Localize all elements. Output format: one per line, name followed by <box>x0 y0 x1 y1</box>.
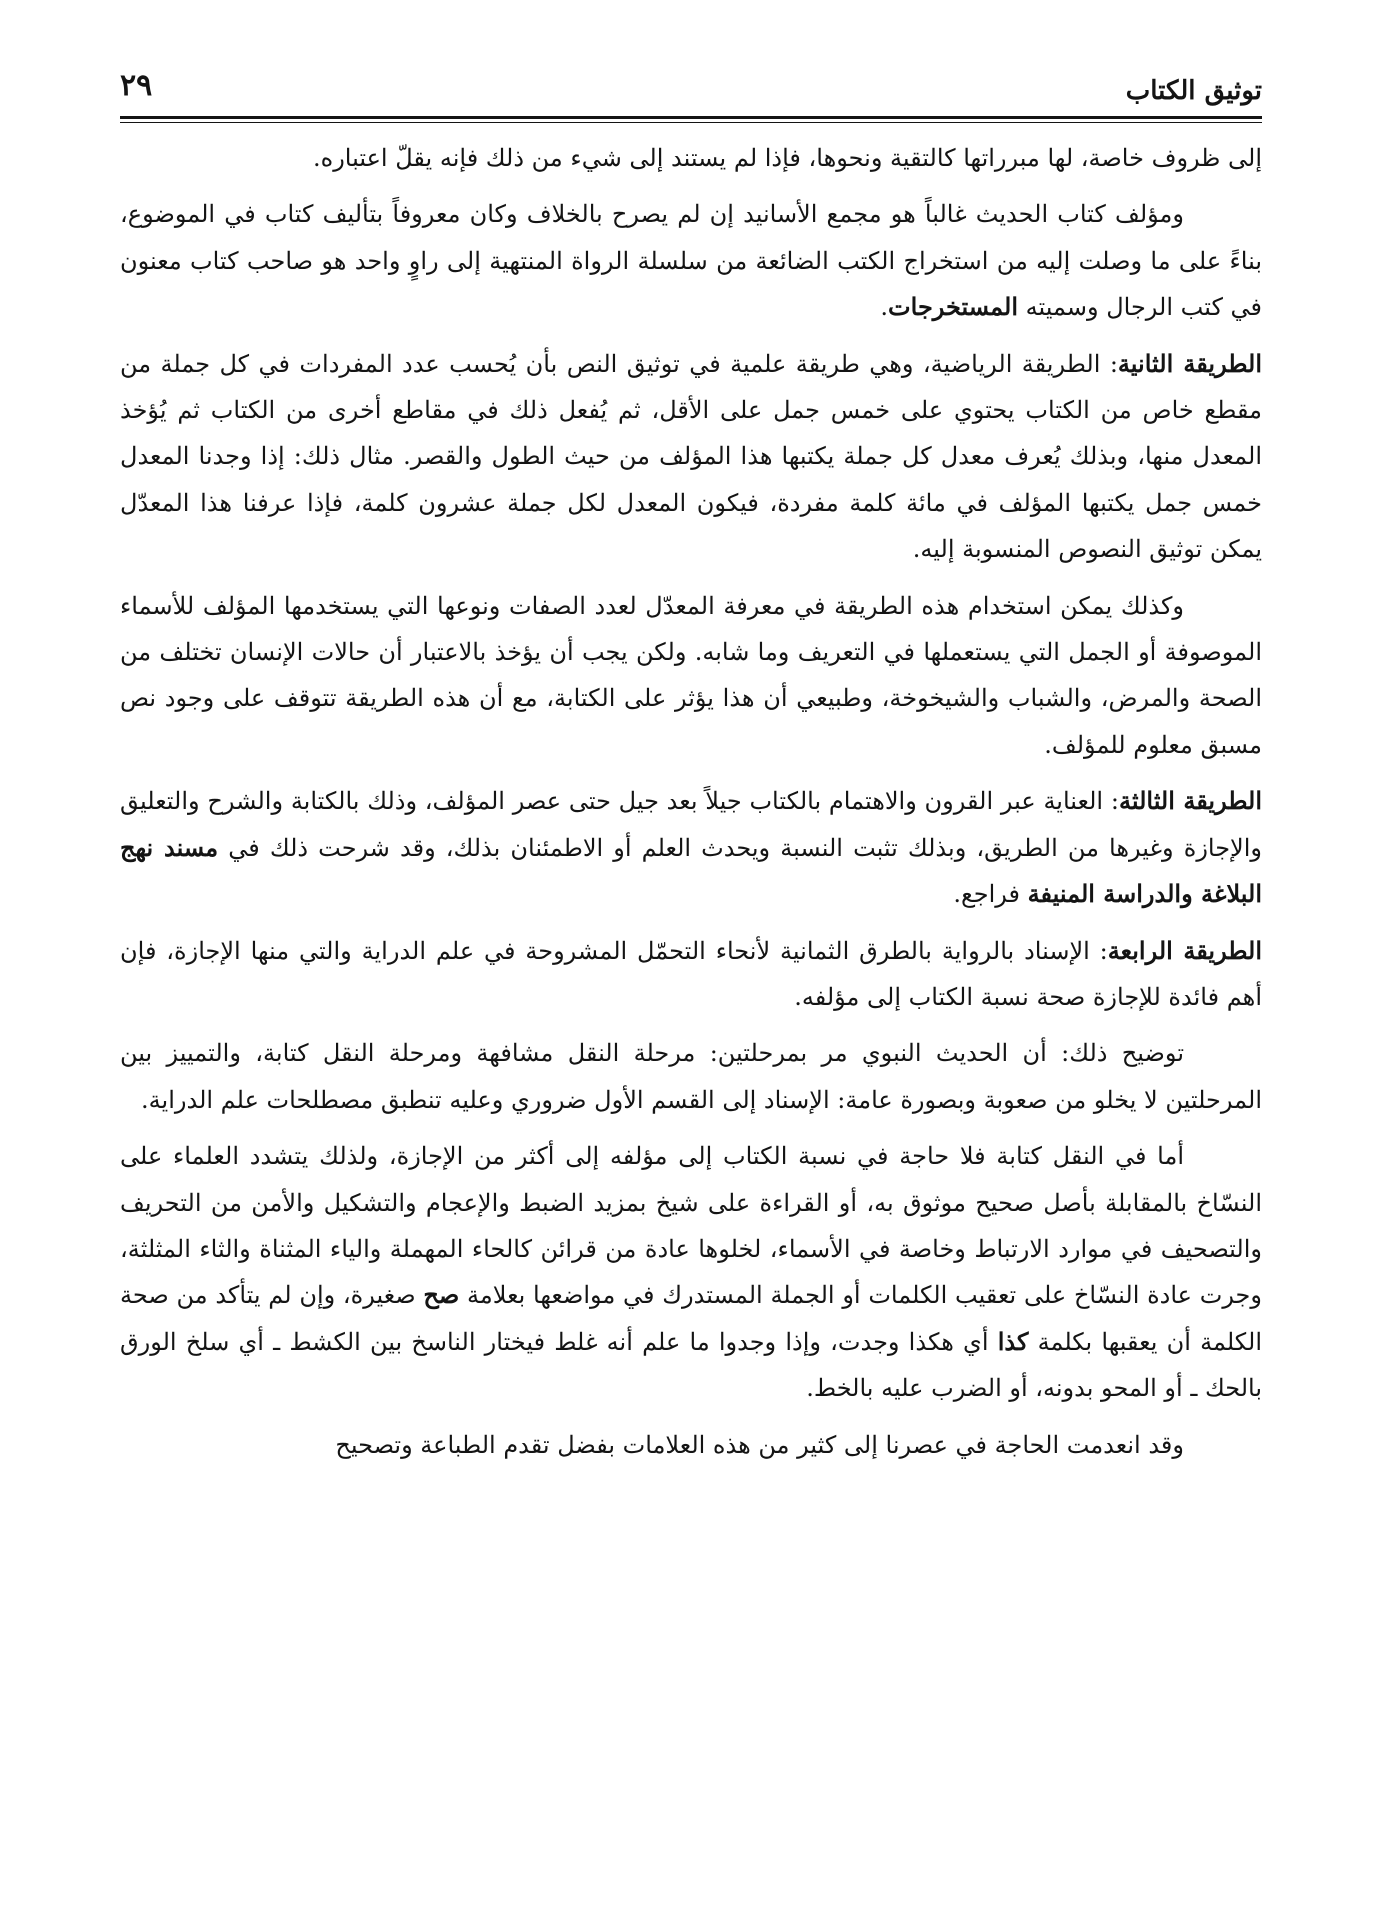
bold-term: الطريقة الثالثة <box>1118 786 1262 816</box>
paragraph <box>120 778 1262 917</box>
bold-term: الطريقة الرابعة <box>1107 935 1263 965</box>
paragraph <box>120 135 1262 181</box>
paragraph-text: صغيرة، وإن لم يتأكد من صحة الكلمة أن يعقبها بكلمة <box>120 1281 1263 1356</box>
bold-term: كذا <box>997 1326 1029 1356</box>
bold-term: الطريقة الثانية <box>1117 348 1262 378</box>
bold-term: مسند نهج البلاغة والدراسة المنيفة <box>120 832 1262 909</box>
paragraph-text: : الطريقة الرياضية، وهي طريقة علمية في توثيق النص بأن يُحسب عدد المفردات في كل جملة من مقطع خاص من الكتاب يحتوي على خمس جمل على الأقل، ثم يُفعل ذلك في مقاطع أخرى من الكتاب ثم يُؤخذ المعدل منها، وبذلك يُعرف معدل كل جملة يكتبها هذا المؤلف من حيث الطول والقصر. مثال ذلك: إذا وجدنا المعدل خمس جمل يكتبها المؤلف في مائة كلمة مفردة، فيكون المعدل لكل جملة عشرون كلمة، فإذا عرفنا هذا المعدّل يمكن توثيق النصوص المنسوبة إليه. <box>120 349 1262 564</box>
paragraph <box>120 1030 1262 1123</box>
paragraph-text: وقد انعدمت الحاجة في عصرنا إلى كثير من هذه العلامات بفضل تقدم الطباعة وتصحيح <box>335 1430 1184 1459</box>
paragraph <box>120 928 1262 1021</box>
paragraph-text: إلى ظروف خاصة، لها مبرراتها كالتقية ونحوها، فإذا لم يستند إلى شيء من ذلك فإنه يقلّ اعتباره. <box>313 144 1262 172</box>
paragraph-text: فراجع. <box>953 880 1028 909</box>
paragraph <box>120 341 1262 573</box>
paragraph-text: أما في النقل كتابة فلا حاجة في نسبة الكتاب إلى مؤلفه إلى أكثر من الإجازة، ولذلك يتشدد العلماء على النسّاخ بالمقابلة بأصل صحيح موثوق به، أو القراءة على شيخ بمزيد الضبط والإعجام والتشكيل والأمن من التحريف والتصحيف في موارد الارتباط وخاصة في الأسماء، لخلوها عادة من قرائن كالحاء المهملة والياء المثناة والثاء المثلثة، وجرت عادة النسّاخ على تعقيب الكلمات أو الجملة المستدرك في مواضعها بعلامة <box>120 1142 1262 1310</box>
paragraph-text: : العناية عبر القرون والاهتمام بالكتاب جيلاً بعد جيل حتى عصر المؤلف، وذلك بالكتابة والشرح والتعليق والإجازة وغيرها من الطريق، وبذلك تثبت النسبة ويحدث العلم أو الاطمئنان بذلك، وقد شرحت ذلك في <box>120 787 1263 862</box>
header-rule-thin <box>120 122 1262 123</box>
paragraph <box>120 191 1262 330</box>
page-header <box>120 62 1262 116</box>
bold-term: صح <box>423 1280 460 1310</box>
paragraph-text: : الإسناد بالرواية بالطرق الثمانية لأنحاء التحمّل المشروحة في علم الدراية والتي منها الإجازة، فإن أهم فائدة للإجازة صحة نسبة الكتاب إلى مؤلفه. <box>120 936 1262 1011</box>
page-number: ٢٩ <box>120 68 153 103</box>
body-text <box>120 135 1262 1478</box>
paragraph-text: وكذلك يمكن استخدام هذه الطريقة في معرفة المعدّل لعدد الصفات ونوعها التي يستخدمها المؤلف للأسماء الموصوفة أو الجمل التي يستعملها في التعريف وما شابه. ولكن يجب أن يؤخذ بالاعتبار أن حالات الإنسان تختلف من الصحة والمرض، والشباب والشيخوخة، وطبيعي أن هذا يؤثر على الكتابة، مع أن هذه الطريقة تتوقف على وجود نص مسبق معلوم للمؤلف. <box>120 591 1262 759</box>
paragraph-text: أي هكذا وجدت، وإذا وجدوا ما علم أنه غلط فيختار الناسخ بين الكشط ـ أي سلخ الورق بالحك ـ أو المحو بدونه، أو الضرب عليه بالخط. <box>120 1327 1262 1403</box>
bold-term: المستخرجات <box>888 292 1019 322</box>
paragraph-text: ومؤلف كتاب الحديث غالباً هو مجمع الأسانيد إن لم يصرح بالخلاف وكان معروفاً بتأليف كتاب في الموضوع، بناءً على ما وصلت إليه من استخراج الكتب الضائعة من سلسلة الرواة المنتهية إلى راوٍ واحد هو صاحب كتاب معنون في كتب الرجال وسميته <box>120 200 1262 322</box>
paragraph-text: توضيح ذلك: أن الحديث النبوي مر بمرحلتين: مرحلة النقل مشافهة ومرحلة النقل كتابة، والتمييز بين المرحلتين لا يخلو من صعوبة وبصورة عامة: الإسناد إلى القسم الأول ضروري وعليه تنطبق مصطلحات علم الدراية. <box>120 1039 1262 1114</box>
paragraph <box>120 1422 1262 1468</box>
running-title: توثيق الكتاب <box>1125 76 1262 106</box>
paragraph <box>120 583 1262 769</box>
header-rule-thick <box>120 116 1262 119</box>
paragraph-text: . <box>880 293 889 322</box>
paragraph <box>120 1133 1262 1411</box>
